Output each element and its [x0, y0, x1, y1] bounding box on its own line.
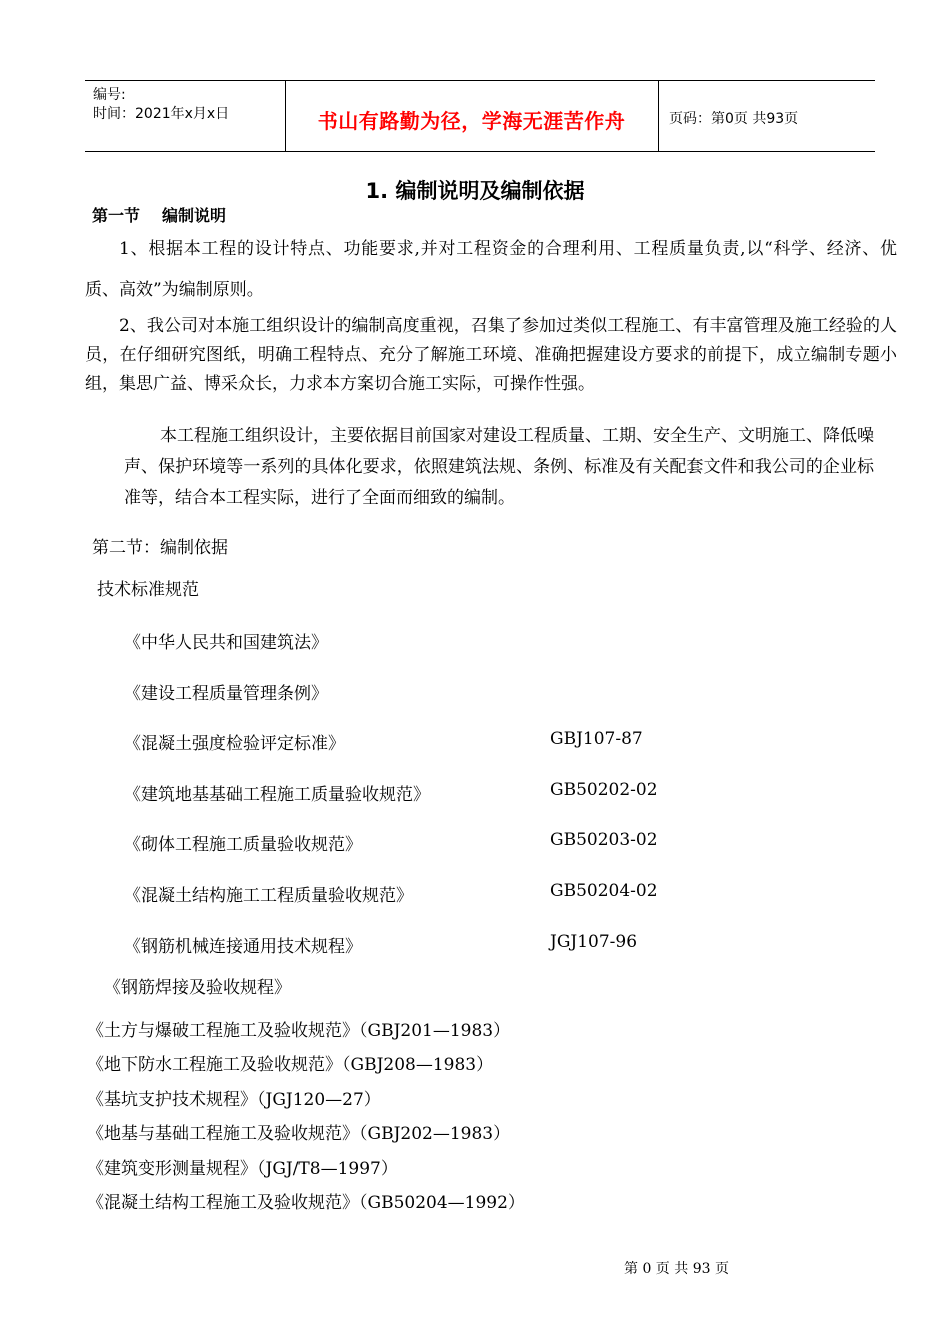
- standard-name: 《建设工程质量管理条例》: [124, 684, 328, 704]
- standard-name: 《建筑地基基础工程施工质量验收规范》: [124, 785, 430, 805]
- section-one-heading: [92, 203, 226, 226]
- standard-name: 《钢筋机械连接通用技术规程》: [124, 937, 362, 957]
- header-page-info: 页码：第0页 共93页: [669, 111, 799, 127]
- document-header: [85, 80, 875, 152]
- other-standard: 《土方与爆破工程施工及验收规范》（GBJ201—1983）: [87, 1021, 511, 1041]
- other-standard: 《混凝土结构工程施工及验收规范》（GB50204—1992）: [87, 1193, 525, 1213]
- header-motto: 书山有路勤为径，学海无涯苦作舟: [317, 109, 626, 133]
- standard-code: JGJ107-96: [550, 932, 638, 952]
- other-standard: 《地下防水工程施工及验收规范》（GBJ208—1983）: [87, 1055, 494, 1075]
- paragraph-2: 2、我公司对本施工组织设计的编制高度重视，召集了参加过类似工程施工、有丰富管理及施工经验的人员，在仔细研究图纸，明确工程特点、充分了解施工环境、准确把握建设方要求的前提下，成立编制专题小组，集思广益、博采众长，力求本方案切合施工实际，可操作性强。: [85, 316, 897, 394]
- welding-standard: 《钢筋焊接及验收规程》: [104, 978, 291, 998]
- header-info-cell: [85, 81, 286, 151]
- header-page-cell: [659, 81, 875, 151]
- paragraph-3: 本工程施工组织设计，主要依据目前国家对建设工程质量、工期、安全生产、文明施工、降低噪声、保护环境等一系列的具体化要求，依照建筑法规、条例、标准及有关配套文件和我公司的企业标准等，结合本工程实际，进行了全面而细致的编制。: [124, 426, 874, 508]
- other-standard: 《地基与基础工程施工及验收规范》（GBJ202—1983）: [87, 1124, 511, 1144]
- standard-code: GB50204-02: [550, 881, 658, 901]
- section-two-heading: 第二节：编制依据: [92, 538, 228, 558]
- section-one-name: 编制说明: [162, 206, 227, 225]
- document-time-label: 时间：2021年x月x日: [93, 106, 230, 122]
- section-one-prefix: 第一节: [92, 206, 141, 225]
- standard-name: 《混凝土结构施工工程质量验收规范》: [124, 886, 413, 906]
- header-motto-cell: [285, 81, 659, 151]
- standard-name: 《中华人民共和国建筑法》: [124, 633, 328, 653]
- other-standard: 《基坑支护技术规程》（JGJ120—27）: [87, 1090, 381, 1110]
- page-title: 1. 编制说明及编制依据: [365, 179, 585, 203]
- paragraph-1: 1、根据本工程的设计特点、功能要求,并对工程资金的合理利用、工程质量负责,以“科学、经济、优质、高效”为编制原则。: [85, 239, 897, 300]
- standard-name: 《砌体工程施工质量验收规范》: [124, 835, 362, 855]
- standard-code: GB50202-02: [550, 780, 658, 800]
- other-standard: 《建筑变形测量规程》（JGJ/T8—1997）: [87, 1159, 398, 1179]
- standard-code: GB50203-02: [550, 830, 658, 850]
- standard-code: GBJ107-87: [550, 729, 643, 749]
- standards-subheading: 技术标准规范: [97, 580, 199, 600]
- page-footer: 第 0 页 共 93 页: [624, 1261, 729, 1277]
- standard-name: 《混凝土强度检验评定标准》: [124, 734, 345, 754]
- document-number-label: 编号:: [93, 87, 126, 103]
